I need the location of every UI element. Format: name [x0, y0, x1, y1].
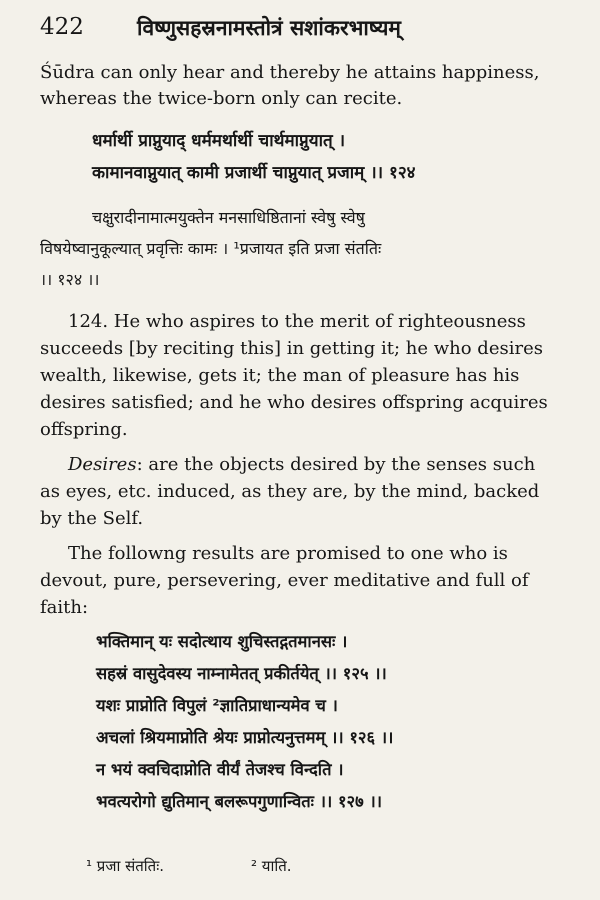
footnote-1: ¹ प्रजा संततिः. — [86, 857, 165, 875]
commentary-line-3: ।। १२४ ।। — [40, 270, 100, 289]
commentary-line-1: चक्षुरादीनामात्मयुक्तेन मनसाधिष्ठितानां स्वेषु स्वेषु — [92, 208, 365, 227]
translation-line-4: desires satisfied; and he who desires offspring acquires — [40, 392, 548, 413]
desires-line-1 — [68, 452, 535, 478]
translation-line-2: succeeds [by reciting this] in getting it; he who desires — [40, 338, 543, 359]
translation-line-3: wealth, likewise, gets it; the man of pleasure has his — [40, 365, 520, 386]
intro-line-1: Śūdra can only hear and thereby he attains happiness, — [40, 62, 540, 83]
verse-line: अचलां श्रियमाप्नोति श्रेयः प्राप्नोत्यनुत्तमम् ।। १२६ ।। — [96, 728, 394, 747]
verse-line: यशः प्राप्नोति विपुलं ²ज्ञातिप्राधान्यमेव च । — [96, 696, 338, 715]
verse-124-line-2: कामानवाप्नुयात् कामी प्रजार्थी चाप्नुयात् प्रजाम् ।। १२४ — [92, 163, 416, 183]
verse-line: भवत्यरोगो द्युतिमान् बलरूपगुणान्वितः ।। १२७ ।। — [96, 792, 382, 811]
verses-125-127 — [96, 626, 393, 818]
desires-term: Desires — [68, 454, 137, 475]
results-line-2: devout, pure, persevering, ever meditative and full of — [40, 570, 529, 591]
running-title: विष्णुसहस्रनामस्तोत्रं सशांकरभाष्यम् — [137, 16, 401, 40]
results-line-3: faith: — [40, 597, 89, 618]
results-line-1: The followng results are promised to one who is — [68, 543, 508, 564]
footnotes — [86, 856, 292, 876]
verse-line: न भयं क्वचिदाप्नोति वीर्यं तेजश्च विन्दति । — [96, 760, 344, 779]
page-number: 422 — [40, 14, 84, 40]
intro-line-2: whereas the twice-born only can recite. — [40, 88, 403, 109]
translation-line-1: 124. He who aspires to the merit of righteousness — [68, 311, 526, 332]
desires-definition: : are the objects desired by the senses such — [136, 454, 536, 475]
footnote-2: ² याति. — [251, 857, 292, 875]
verse-line: सहस्रं वासुदेवस्य नाम्नामेतत् प्रकीर्तयेत् ।। १२५ ।। — [96, 664, 387, 683]
commentary-line-2: विषयेष्वानुकूल्यात् प्रवृत्तिः कामः । ¹प्रजायत इति प्रजा संततिः — [40, 239, 382, 258]
desires-line-2: as eyes, etc. induced, as they are, by the mind, backed — [40, 481, 540, 502]
desires-line-3: by the Self. — [40, 508, 144, 529]
translation-line-5: offspring. — [40, 419, 128, 440]
page-header — [40, 14, 570, 46]
verse-124-line-1: धर्मार्थी प्राप्नुयाद् धर्ममर्थार्थी चार्थमाप्नुयात् । — [92, 131, 346, 151]
verse-line: भक्तिमान् यः सदोत्थाय शुचिस्तद्गतमानसः । — [96, 632, 348, 651]
